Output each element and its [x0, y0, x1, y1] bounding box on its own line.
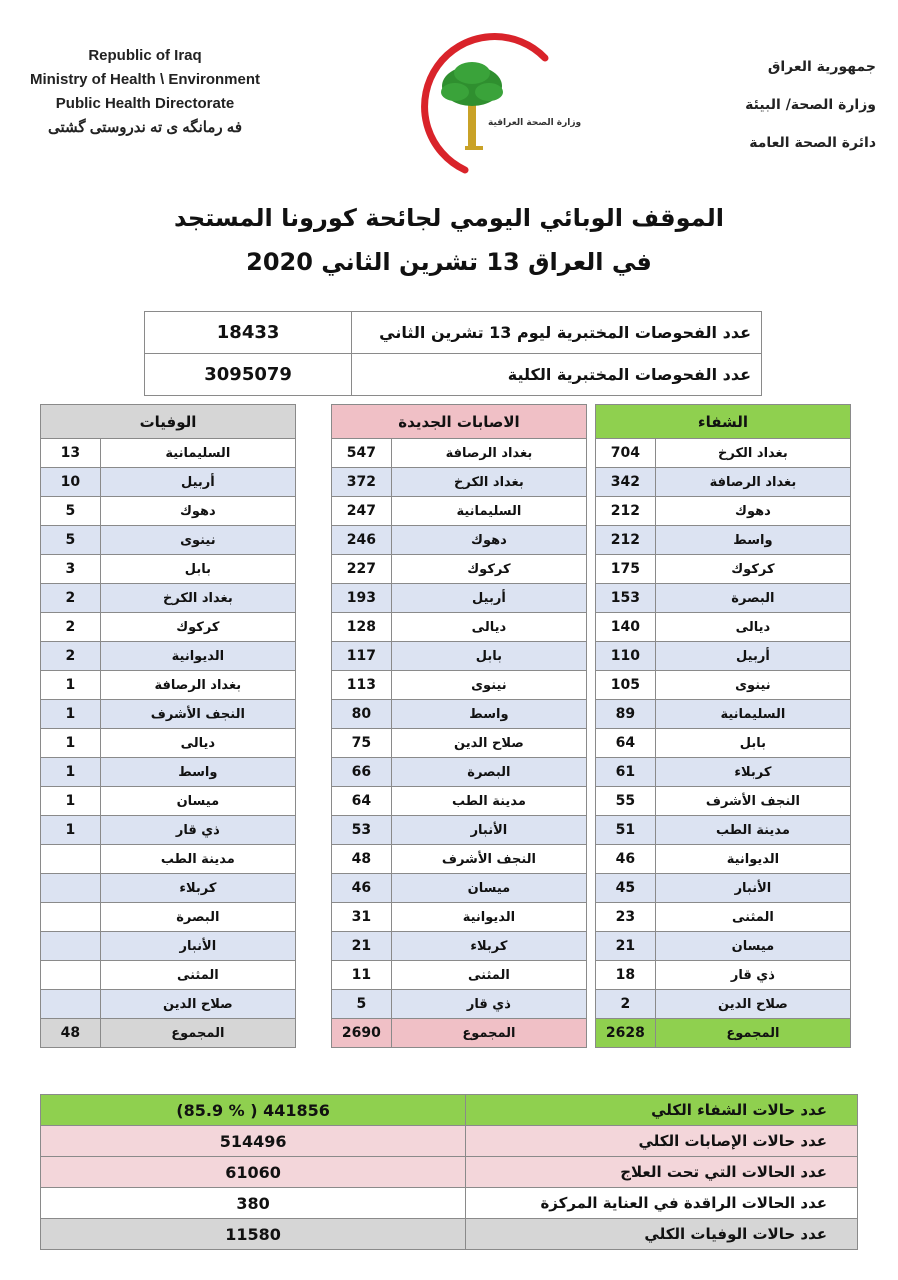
new-cases-value: 372	[332, 468, 392, 497]
deaths-row	[41, 526, 296, 555]
new-cases-province: كربلاء	[391, 932, 586, 961]
recoveries-total-value: 2628	[596, 1019, 656, 1048]
deaths-province: بغداد الكرخ	[100, 584, 295, 613]
recoveries-row	[596, 845, 851, 874]
deaths-row	[41, 555, 296, 584]
new-cases-province: الديوانية	[391, 903, 586, 932]
recoveries-row	[596, 700, 851, 729]
new-cases-value: 128	[332, 613, 392, 642]
deaths-province: الأنبار	[100, 932, 295, 961]
new-cases-province: ذي قار	[391, 990, 586, 1019]
new-cases-province: دهوك	[391, 526, 586, 555]
recoveries-province: بغداد الرصافة	[655, 468, 850, 497]
deaths-province: النجف الأشرف	[100, 700, 295, 729]
summary-label: عدد حالات الإصابات الكلي	[466, 1126, 858, 1157]
recoveries-province: البصرة	[655, 584, 850, 613]
recoveries-row	[596, 671, 851, 700]
new-cases-province: الأنبار	[391, 816, 586, 845]
deaths-row	[41, 758, 296, 787]
recoveries-province: كربلاء	[655, 758, 850, 787]
new-cases-value: 247	[332, 497, 392, 526]
new-cases-province: بغداد الرصافة	[391, 439, 586, 468]
summary-label: عدد حالات الوفيات الكلي	[466, 1219, 858, 1250]
new-cases-row	[332, 729, 587, 758]
new-cases-province: النجف الأشرف	[391, 845, 586, 874]
recoveries-row	[596, 816, 851, 845]
header-en-line: Public Health Directorate	[55, 95, 235, 112]
deaths-value: 1	[41, 758, 101, 787]
logo-caption: وزارة الصحة العراقية	[488, 118, 582, 128]
recoveries-province: ذي قار	[655, 961, 850, 990]
deaths-row	[41, 584, 296, 613]
deaths-row	[41, 642, 296, 671]
recoveries-total-label: المجموع	[655, 1019, 850, 1048]
new-cases-header-row	[332, 405, 587, 439]
new-cases-value: 547	[332, 439, 392, 468]
recoveries-province: ميسان	[655, 932, 850, 961]
tests-row	[145, 354, 762, 396]
deaths-value: 3	[41, 555, 101, 584]
summary-row	[41, 1188, 858, 1219]
recoveries-province: ديالى	[655, 613, 850, 642]
recoveries-value: 110	[596, 642, 656, 671]
tests-table	[144, 311, 762, 396]
deaths-row	[41, 439, 296, 468]
deaths-value: 2	[41, 642, 101, 671]
new-cases-province: مدينة الطب	[391, 787, 586, 816]
summary-row	[41, 1095, 858, 1126]
new-cases-value: 117	[332, 642, 392, 671]
deaths-value: 13	[41, 439, 101, 468]
deaths-row	[41, 497, 296, 526]
new-cases-row	[332, 787, 587, 816]
recoveries-province: نينوى	[655, 671, 850, 700]
deaths-province: نينوى	[100, 526, 295, 555]
deaths-province: بابل	[100, 555, 295, 584]
deaths-row	[41, 816, 296, 845]
recoveries-province: النجف الأشرف	[655, 787, 850, 816]
deaths-row	[41, 700, 296, 729]
new-cases-value: 21	[332, 932, 392, 961]
new-cases-value: 246	[332, 526, 392, 555]
recoveries-province: المثنى	[655, 903, 850, 932]
deaths-title: الوفيات	[41, 405, 296, 439]
header-en-line: Ministry of Health \ Environment	[29, 71, 261, 88]
deaths-province: السليمانية	[100, 439, 295, 468]
recoveries-row	[596, 758, 851, 787]
recoveries-value: 175	[596, 555, 656, 584]
summary-row	[41, 1126, 858, 1157]
recoveries-row	[596, 990, 851, 1019]
recoveries-row	[596, 729, 851, 758]
new-cases-province: ديالى	[391, 613, 586, 642]
recoveries-row	[596, 874, 851, 903]
recoveries-title: الشفاء	[596, 405, 851, 439]
new-cases-row	[332, 961, 587, 990]
deaths-value	[41, 903, 101, 932]
new-cases-value: 11	[332, 961, 392, 990]
deaths-row	[41, 729, 296, 758]
recoveries-value: 140	[596, 613, 656, 642]
new-cases-value: 75	[332, 729, 392, 758]
recoveries-row	[596, 961, 851, 990]
deaths-row	[41, 671, 296, 700]
deaths-value: 1	[41, 729, 101, 758]
new-cases-row	[332, 439, 587, 468]
deaths-table	[40, 404, 296, 1048]
deaths-province: الديوانية	[100, 642, 295, 671]
deaths-province: ميسان	[100, 787, 295, 816]
recoveries-value: 212	[596, 497, 656, 526]
recoveries-value: 212	[596, 526, 656, 555]
new-cases-total-label: المجموع	[391, 1019, 586, 1048]
new-cases-province: بابل	[391, 642, 586, 671]
summary-value: 11580	[41, 1219, 466, 1250]
new-cases-row	[332, 816, 587, 845]
recoveries-value: 51	[596, 816, 656, 845]
deaths-value	[41, 845, 101, 874]
recoveries-value: 46	[596, 845, 656, 874]
summary-row	[41, 1219, 858, 1250]
recoveries-province: الديوانية	[655, 845, 850, 874]
deaths-province: أربيل	[100, 468, 295, 497]
deaths-province: المثنى	[100, 961, 295, 990]
new-cases-total-row	[332, 1019, 587, 1048]
recoveries-province: أربيل	[655, 642, 850, 671]
new-cases-row	[332, 642, 587, 671]
deaths-row	[41, 613, 296, 642]
deaths-row	[41, 845, 296, 874]
new-cases-value: 64	[332, 787, 392, 816]
deaths-province: دهوك	[100, 497, 295, 526]
new-cases-row	[332, 468, 587, 497]
deaths-header-row	[41, 405, 296, 439]
recoveries-row	[596, 439, 851, 468]
deaths-value	[41, 932, 101, 961]
recoveries-value: 64	[596, 729, 656, 758]
new-cases-title: الاصابات الجديدة	[332, 405, 587, 439]
recoveries-total-row	[596, 1019, 851, 1048]
deaths-value: 1	[41, 787, 101, 816]
tests-value: 18433	[145, 312, 352, 354]
recoveries-value: 55	[596, 787, 656, 816]
recoveries-value: 342	[596, 468, 656, 497]
deaths-value: 5	[41, 497, 101, 526]
deaths-total-label: المجموع	[100, 1019, 295, 1048]
summary-label: عدد الحالات التي تحت العلاج	[466, 1157, 858, 1188]
header-ar-line: دائرة الصحة العامة	[749, 135, 876, 151]
page-title: الموقف الوبائي اليومي لجائحة كورونا المستجد	[174, 204, 724, 232]
recoveries-province: واسط	[655, 526, 850, 555]
header-en-line: Republic of Iraq	[88, 47, 202, 64]
recoveries-value: 23	[596, 903, 656, 932]
recoveries-province: صلاح الدين	[655, 990, 850, 1019]
deaths-value: 1	[41, 671, 101, 700]
recoveries-row	[596, 497, 851, 526]
deaths-total-value: 48	[41, 1019, 101, 1048]
deaths-province: ديالى	[100, 729, 295, 758]
summary-label: عدد الحالات الراقدة في العناية المركزة	[466, 1188, 858, 1219]
recoveries-value: 153	[596, 584, 656, 613]
recoveries-province: الأنبار	[655, 874, 850, 903]
ministry-logo	[405, 28, 565, 178]
new-cases-province: كركوك	[391, 555, 586, 584]
new-cases-value: 31	[332, 903, 392, 932]
recoveries-province: بابل	[655, 729, 850, 758]
deaths-row	[41, 903, 296, 932]
recoveries-row	[596, 642, 851, 671]
summary-value: 61060	[41, 1157, 466, 1188]
palm-tree-icon	[441, 62, 503, 150]
new-cases-value: 66	[332, 758, 392, 787]
deaths-province: بغداد الرصافة	[100, 671, 295, 700]
deaths-province: صلاح الدين	[100, 990, 295, 1019]
new-cases-province: واسط	[391, 700, 586, 729]
tests-label: عدد الفحوصات المختبرية الكلية	[352, 354, 762, 396]
new-cases-row	[332, 555, 587, 584]
new-cases-province: المثنى	[391, 961, 586, 990]
recoveries-row	[596, 787, 851, 816]
deaths-row	[41, 468, 296, 497]
new-cases-value: 48	[332, 845, 392, 874]
new-cases-value: 227	[332, 555, 392, 584]
deaths-row	[41, 932, 296, 961]
page-subtitle: في العراق 13 تشرين الثاني 2020	[246, 248, 652, 276]
deaths-value	[41, 990, 101, 1019]
new-cases-row	[332, 497, 587, 526]
recoveries-value: 89	[596, 700, 656, 729]
new-cases-value: 5	[332, 990, 392, 1019]
recoveries-value: 21	[596, 932, 656, 961]
summary-value: 380	[41, 1188, 466, 1219]
new-cases-row	[332, 990, 587, 1019]
new-cases-row	[332, 932, 587, 961]
new-cases-row	[332, 526, 587, 555]
deaths-province: واسط	[100, 758, 295, 787]
new-cases-row	[332, 700, 587, 729]
summary-table	[40, 1094, 858, 1250]
recoveries-value: 2	[596, 990, 656, 1019]
recoveries-province: السليمانية	[655, 700, 850, 729]
deaths-province: كربلاء	[100, 874, 295, 903]
new-cases-table	[331, 404, 587, 1048]
tests-label: عدد الفحوصات المختبرية ليوم 13 تشرين الثاني	[352, 312, 762, 354]
new-cases-value: 113	[332, 671, 392, 700]
new-cases-row	[332, 874, 587, 903]
deaths-value	[41, 961, 101, 990]
new-cases-province: ميسان	[391, 874, 586, 903]
deaths-value	[41, 874, 101, 903]
new-cases-province: أربيل	[391, 584, 586, 613]
deaths-value: 1	[41, 700, 101, 729]
new-cases-row	[332, 613, 587, 642]
recoveries-row	[596, 468, 851, 497]
recoveries-province: مدينة الطب	[655, 816, 850, 845]
deaths-province: مدينة الطب	[100, 845, 295, 874]
summary-value: (85.9 % ) 441856	[41, 1095, 466, 1126]
recoveries-province: بغداد الكرخ	[655, 439, 850, 468]
new-cases-province: السليمانية	[391, 497, 586, 526]
recoveries-row	[596, 555, 851, 584]
deaths-value: 1	[41, 816, 101, 845]
new-cases-province: البصرة	[391, 758, 586, 787]
new-cases-value: 46	[332, 874, 392, 903]
deaths-value: 5	[41, 526, 101, 555]
recoveries-province: دهوك	[655, 497, 850, 526]
recoveries-row	[596, 526, 851, 555]
deaths-row	[41, 874, 296, 903]
recoveries-province: كركوك	[655, 555, 850, 584]
header-english	[0, 44, 290, 140]
recoveries-table	[595, 404, 851, 1048]
deaths-province: البصرة	[100, 903, 295, 932]
deaths-value: 2	[41, 584, 101, 613]
new-cases-value: 193	[332, 584, 392, 613]
new-cases-province: نينوى	[391, 671, 586, 700]
recoveries-value: 61	[596, 758, 656, 787]
new-cases-total-value: 2690	[332, 1019, 392, 1048]
tests-value: 3095079	[145, 354, 352, 396]
recoveries-value: 105	[596, 671, 656, 700]
deaths-province: ذي قار	[100, 816, 295, 845]
summary-row	[41, 1157, 858, 1188]
new-cases-province: بغداد الكرخ	[391, 468, 586, 497]
recoveries-value: 18	[596, 961, 656, 990]
new-cases-row	[332, 903, 587, 932]
recoveries-row	[596, 903, 851, 932]
new-cases-province: صلاح الدين	[391, 729, 586, 758]
recoveries-value: 45	[596, 874, 656, 903]
new-cases-row	[332, 671, 587, 700]
header-ar-line: وزارة الصحة/ البيئة	[745, 97, 876, 113]
recoveries-value: 704	[596, 439, 656, 468]
tests-row	[145, 312, 762, 354]
deaths-province: كركوك	[100, 613, 295, 642]
recoveries-row	[596, 613, 851, 642]
recoveries-row	[596, 932, 851, 961]
deaths-value: 10	[41, 468, 101, 497]
new-cases-row	[332, 845, 587, 874]
new-cases-row	[332, 584, 587, 613]
new-cases-value: 53	[332, 816, 392, 845]
recoveries-header-row	[596, 405, 851, 439]
header-ar-line: جمهورية العراق	[767, 59, 876, 75]
deaths-row	[41, 961, 296, 990]
header-arabic	[646, 48, 876, 162]
new-cases-row	[332, 758, 587, 787]
summary-label: عدد حالات الشفاء الكلي	[466, 1095, 858, 1126]
deaths-row	[41, 787, 296, 816]
header-kurdish-line: فه رمانگه ى ته ندروستى گشتى	[47, 119, 243, 136]
deaths-total-row	[41, 1019, 296, 1048]
recoveries-row	[596, 584, 851, 613]
new-cases-value: 80	[332, 700, 392, 729]
summary-value: 514496	[41, 1126, 466, 1157]
deaths-row	[41, 990, 296, 1019]
deaths-value: 2	[41, 613, 101, 642]
